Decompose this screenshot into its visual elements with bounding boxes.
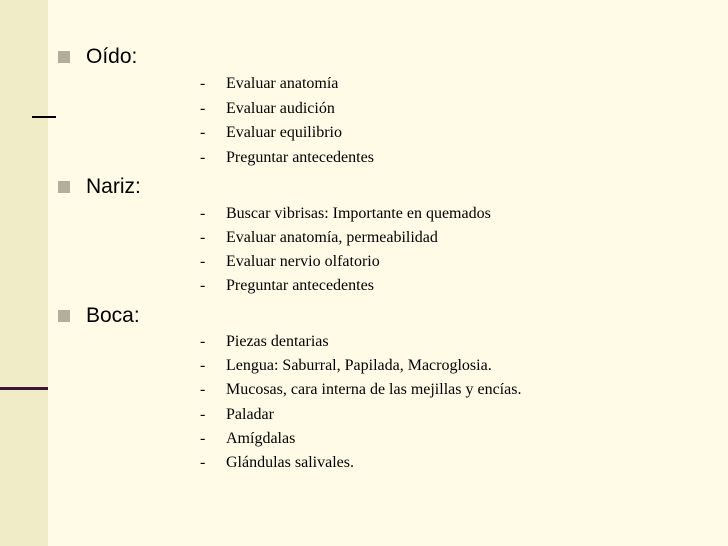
list-item-text: Preguntar antecedentes [226, 149, 374, 166]
list-item [200, 146, 700, 170]
list-item-text: Buscar vibrisas: Importante en quemados [226, 205, 491, 222]
list-item [200, 403, 700, 427]
list-item [200, 451, 700, 475]
list-item-text: Piezas dentarias [226, 333, 329, 350]
list-item [200, 121, 700, 145]
list-item [200, 72, 700, 96]
left-decorative-strip [0, 0, 48, 546]
section-heading-boca [58, 301, 378, 331]
section-title: Nariz: [86, 175, 141, 198]
list-item-text: Amígdalas [226, 430, 296, 447]
list-item [200, 202, 700, 226]
dash-bullet: - [200, 124, 206, 141]
list-item [200, 354, 700, 378]
dash-bullet: - [200, 430, 206, 447]
list-item [200, 274, 700, 298]
list-item [200, 378, 700, 402]
list-item [200, 97, 700, 121]
accent-line-short [32, 116, 56, 118]
accent-line-long [0, 387, 48, 390]
square-bullet-icon [58, 310, 70, 322]
list-item-text: Glándulas salivales. [226, 454, 354, 471]
list-item-text: Preguntar antecedentes [226, 277, 374, 294]
list-item-text: Mucosas, cara interna de las mejillas y encías. [226, 381, 522, 398]
square-bullet-icon [58, 181, 70, 193]
dash-bullet: - [200, 100, 206, 117]
list-item-text: Evaluar anatomía, permeabilidad [226, 229, 438, 246]
section-heading-nariz [58, 172, 378, 202]
list-item [200, 427, 700, 451]
square-bullet-icon [58, 51, 70, 63]
dash-bullet: - [200, 253, 206, 270]
list-item-text: Evaluar audición [226, 100, 335, 117]
dash-bullet: - [200, 75, 206, 92]
dash-bullet: - [200, 149, 206, 166]
dash-bullet: - [200, 406, 206, 423]
dash-bullet: - [200, 229, 206, 246]
dash-bullet: - [200, 277, 206, 294]
list-item-text: Evaluar anatomía [226, 75, 339, 92]
dash-bullet: - [200, 333, 206, 350]
section-title: Oído: [86, 45, 138, 68]
list-item [200, 250, 700, 274]
list-item-text: Evaluar nervio olfatorio [226, 253, 380, 270]
list-item-text: Paladar [226, 406, 274, 423]
list-item [200, 226, 700, 250]
list-item [200, 330, 700, 354]
list-item-text: Lengua: Saburral, Papilada, Macroglosia. [226, 357, 492, 374]
list-item-text: Evaluar equilibrio [226, 124, 342, 141]
dash-bullet: - [200, 357, 206, 374]
dash-bullet: - [200, 381, 206, 398]
section-title: Boca: [86, 304, 140, 327]
dash-bullet: - [200, 205, 206, 222]
section-heading-oido [58, 42, 378, 72]
dash-bullet: - [200, 454, 206, 471]
